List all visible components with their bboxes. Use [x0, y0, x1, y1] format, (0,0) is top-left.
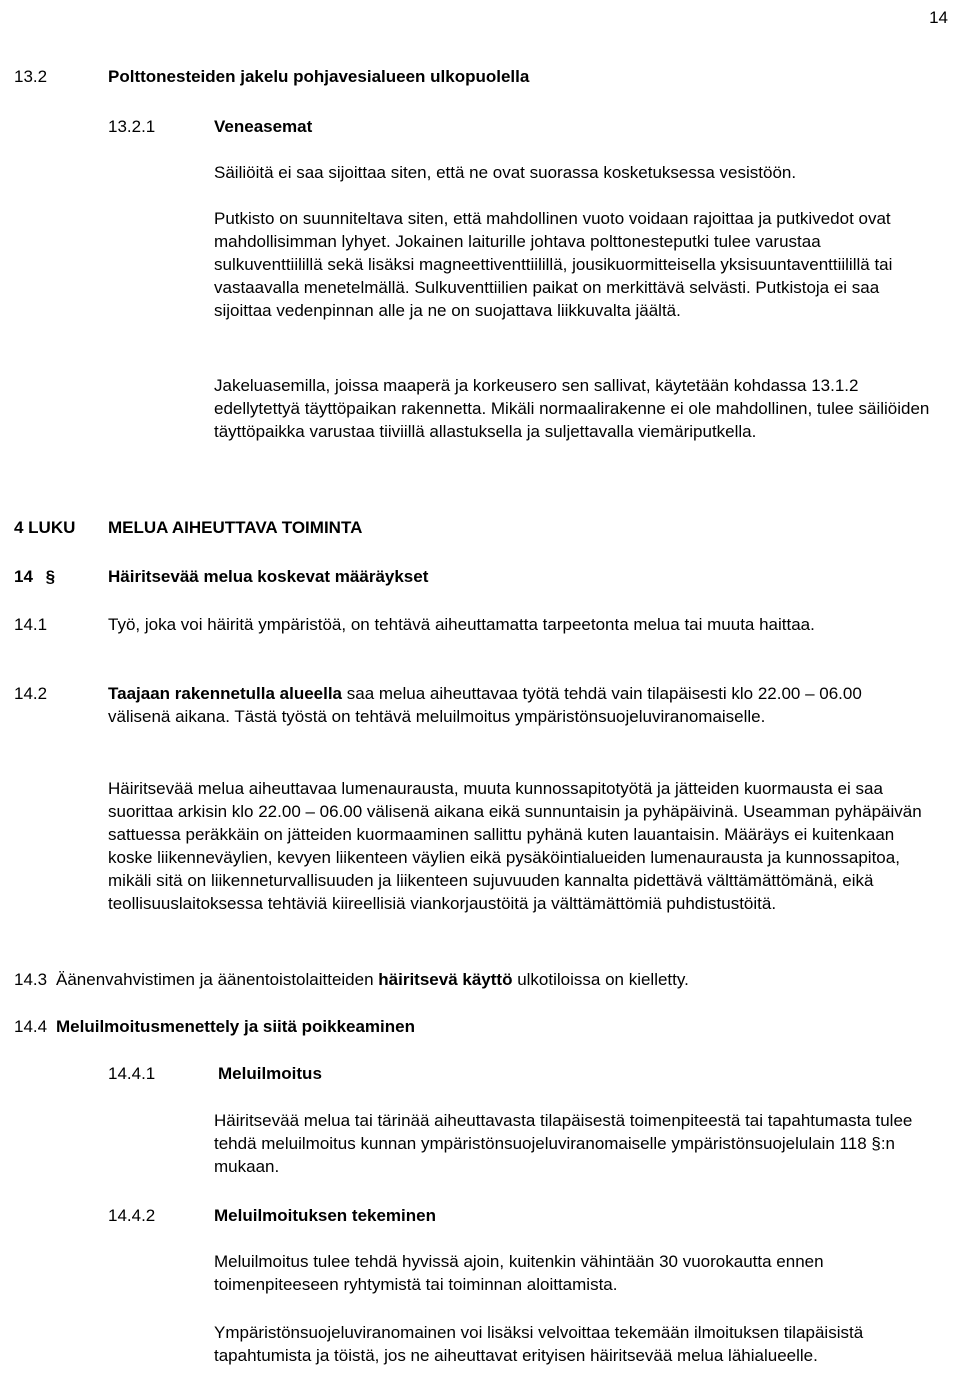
chapter-4-number: 4 LUKU: [14, 518, 76, 537]
page-number: 14: [929, 8, 948, 27]
paragraph-13-2-1-3: Jakeluasemilla, joissa maaperä ja korkeusero sen sallivat, käytetään kohdassa 13.1.2 edellytettyä täyttöpaikan rakennetta. Mikäli normaalirakenne ei ole mahdollinen, tulee säiliöiden täyttöpaikka varustaa tiiviillä allastuksella ja suljettavalla viemäriputkella.: [214, 376, 930, 441]
section-14-4-1-title: Meluilmoitus: [218, 1064, 322, 1083]
section-14-1-number: 14.1: [14, 615, 48, 634]
section-14-1-text: Työ, joka voi häiritä ympäristöä, on tehtävä aiheuttamatta tarpeetonta melua tai muuta haittaa.: [108, 615, 815, 634]
section-14-3-text-b: ulkotiloissa on kielletty.: [512, 970, 689, 989]
section-14-3-text-a: Äänenvahvistimen ja äänentoistolaitteiden: [56, 970, 379, 989]
section-14-number: 14: [14, 567, 33, 586]
section-14-4-2-paragraph-1: Meluilmoitus tulee tehdä hyvissä ajoin, kuitenkin vähintään 30 vuorokautta ennen toimenpiteeseen ryhtymistä tai toiminnan aloittamista.: [214, 1252, 824, 1294]
section-14-2-paragraph-2: Häiritsevää melua aiheuttavaa lumenaurausta, muuta kunnossapitotyötä ja jätteiden kuormausta ei saa suorittaa arkisin klo 22.00 – 06.00 välisenä aikana eikä sunnuntaisin ja pyhäpäivinä. Useamman pyhäpäivän sattuessa peräkkäin on jätteiden kuormaaminen sallittu pyhänä kuten lauantaisin. Määräys ei kuitenkaan koske liikenneväylien, kevyen liikenteen väylien eikä pysäköintialueiden lumenaurausta ja kunnossapitoa, mikäli sitä on liikenneturvallisuuden ja liikenteen sujuvuuden kannalta pidettävä välttämättömänä, eikä teollisuuslaitoksessa tehtäviä kiireellisiä viankorjaustöitä ja välttämättömiä puhdistustöitä.: [108, 779, 922, 913]
section-14-4-number: 14.4: [14, 1017, 48, 1036]
section-14-3-text: [56, 968, 936, 991]
section-sign: §: [45, 567, 56, 586]
section-14-3-number: 14.3: [14, 970, 48, 989]
section-14-2-number: 14.2: [14, 684, 48, 703]
section-13-2-number: 13.2: [14, 67, 48, 86]
section-14-2-bold: Taajaan rakennetulla alueella: [108, 684, 343, 703]
section-14-3-bold: häiritsevä käyttö: [378, 970, 513, 989]
section-14-4-1-text: Häiritsevää melua tai tärinää aiheuttavasta tilapäisestä toimenpiteestä tai tapahtumasta tulee tehdä meluilmoitus kunnan ympäristönsuojeluviranomaiselle ympäristönsuojelulain 118 §:n mukaan.: [214, 1111, 913, 1176]
section-14-4-2-number: 14.4.2: [108, 1206, 156, 1225]
section-14-heading: [14, 565, 55, 588]
section-14-4-2-paragraph-2: Ympäristönsuojeluviranomainen voi lisäksi velvoittaa tekemään ilmoituksen tilapäisistä tapahtumista ja töistä, jos ne aiheuttavat erityisen häiritsevää melua lähialueelle.: [214, 1323, 864, 1365]
section-14-2-text: [108, 682, 898, 728]
section-13-2-1-number: 13.2.1: [108, 117, 156, 136]
section-14-2-rest: saa melua aiheuttavaa työtä tehdä vain tilapäisesti klo 22.00 – 06.00 välisenä aikana. Tästä työstä on tehtävä meluilmoitus ympäristönsuojeluviranomaiselle.: [108, 684, 862, 726]
chapter-4-title: MELUA AIHEUTTAVA TOIMINTA: [108, 518, 363, 537]
section-14-4-title: Meluilmoitusmenettely ja siitä poikkeaminen: [56, 1017, 415, 1036]
section-13-2-title: Polttonesteiden jakelu pohjavesialueen ulkopuolella: [108, 67, 530, 86]
section-14-4-2-title: Meluilmoituksen tekeminen: [214, 1206, 436, 1225]
paragraph-13-2-1-2: Putkisto on suunniteltava siten, että mahdollinen vuoto voidaan rajoittaa ja putkivedot ovat mahdollisimman lyhyet. Jokainen laiturille johtava polttonesteputki tulee varustaa sulkuventtiilillä sekä lisäksi magneettiventtiilillä, jousikuormitteisella yksisuuntaventtiilillä tai vastaavalla menetelmällä. Sulkuventtiilien paikat on merkittävä selvästi. Putkistoja ei saa sijoittaa vedenpinnan alle ja ne on suojattava liikkuvalta jäältä.: [214, 209, 893, 320]
paragraph-13-2-1-1: Säiliöitä ei saa sijoittaa siten, että ne ovat suorassa kosketuksessa vesistöön.: [214, 163, 797, 182]
section-14-title: Häiritsevää melua koskevat määräykset: [108, 567, 429, 586]
section-14-4-1-number: 14.4.1: [108, 1064, 156, 1083]
section-13-2-1-title: Veneasemat: [214, 117, 313, 136]
